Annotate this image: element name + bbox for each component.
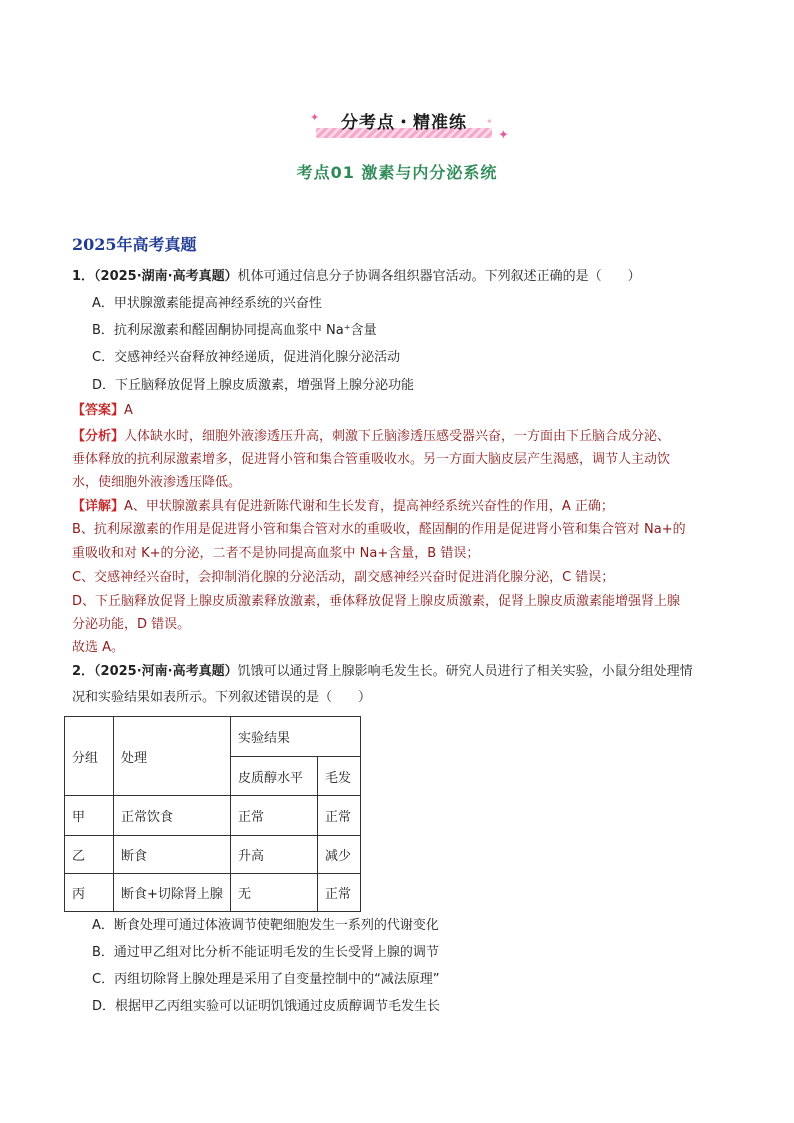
q1-option-a: A．甲状腺激素能提高神经系统的兴奋性 xyxy=(92,296,322,311)
question-number: 2． xyxy=(72,664,95,679)
table-header-group: 分组 xyxy=(65,717,114,796)
question-2-stem xyxy=(72,663,693,681)
question-1-stem xyxy=(72,268,641,286)
sparkle-icon: ✦ xyxy=(498,128,509,143)
table-cell: 正常 xyxy=(231,796,318,836)
banner-title: 分考点・精准练 xyxy=(341,113,467,133)
analysis-tag: 【分析】 xyxy=(72,429,125,444)
table-header-treatment: 处理 xyxy=(114,717,231,796)
table-cell: 丙 xyxy=(65,874,114,912)
q1-detail-line: D、下丘脑释放促肾上腺皮质激素释放激素，垂体释放促肾上腺皮质激素，促肾上腺皮质激素能增强肾上腺 xyxy=(72,594,681,609)
question-source: （2025·湖南·高考真题） xyxy=(94,269,238,284)
q1-detail-line: C、交感神经兴奋时，会抑制消化腺的分泌活动，副交感神经兴奋时促进消化腺分泌，C 错误； xyxy=(72,570,615,585)
table-cell: 正常饮食 xyxy=(114,796,231,836)
topic-title: 考点01 激素与内分泌系统 xyxy=(296,163,498,182)
table-cell: 断食 xyxy=(114,836,231,874)
experiment-table xyxy=(64,716,361,912)
table-row xyxy=(65,874,361,912)
table-header-hair: 毛发 xyxy=(318,757,361,796)
q1-option-b: B．抗利尿激素和醛固酮协同提高血浆中 Na⁺含量 xyxy=(92,323,377,338)
q2-option-d: D．根据甲乙丙组实验可以证明饥饿通过皮质醇调节毛发生长 xyxy=(92,999,441,1014)
q1-analysis-line: 垂体释放的抗利尿激素增多，促进肾小管和集合管重吸收水。另一方面大脑皮层产生渴感，调节人主动饮 xyxy=(72,452,671,467)
detail-text: A、甲状腺激素具有促进新陈代谢和生长发育，提高神经系统兴奋性的作用，A 正确； xyxy=(124,499,614,514)
q1-analysis-line xyxy=(72,428,670,446)
q1-detail-line: B、抗利尿激素的作用是促进肾小管和集合管对水的重吸收，醛固酮的作用是促进肾小管和集合管对 Na+的 xyxy=(72,522,686,537)
sparkle-icon: ✦ xyxy=(310,111,320,124)
question-source: （2025·河南·高考真题） xyxy=(94,664,238,679)
q2-option-a: A．断食处理可通过体液调节使靶细胞发生一系列的代谢变化 xyxy=(92,918,439,933)
answer-value: A xyxy=(124,403,133,418)
detail-tag: 【详解】 xyxy=(72,499,125,514)
question-2-stem-cont: 况和实验结果如表所示。下列叙述错误的是（ ） xyxy=(72,690,372,705)
q1-analysis-line: 水，使细胞外液渗透压降低。 xyxy=(72,475,242,490)
table-cell: 正常 xyxy=(318,796,361,836)
q1-option-c: C．交感神经兴奋释放神经递质，促进消化腺分泌活动 xyxy=(92,350,401,365)
q2-option-c: C．丙组切除肾上腺处理是采用了自变量控制中的“减法原理” xyxy=(92,972,440,987)
table-cell: 减少 xyxy=(318,836,361,874)
q1-detail-line: 分泌功能，D 错误。 xyxy=(72,617,191,632)
q1-answer xyxy=(72,402,133,420)
table-cell: 乙 xyxy=(65,836,114,874)
table-header-result: 实验结果 xyxy=(231,717,361,757)
q1-detail-line: 故选 A。 xyxy=(72,640,125,655)
table-cell: 无 xyxy=(231,874,318,912)
table-row xyxy=(65,836,361,874)
analysis-text: 人体缺水时，细胞外液渗透压升高，刺激下丘脑渗透压感受器兴奋，一方面由下丘脑合成分泌、 xyxy=(124,429,671,444)
question-text: 机体可通过信息分子协调各组织器官活动。下列叙述正确的是（ ） xyxy=(237,269,641,284)
table-cell: 甲 xyxy=(65,796,114,836)
answer-tag: 【答案】 xyxy=(72,403,125,418)
section-heading: 2025年高考真题 xyxy=(72,235,197,254)
q1-detail-line: 重吸收和对 K+的分泌，二者不是协同提高血浆中 Na+含量，B 错误； xyxy=(72,546,480,561)
question-number: 1． xyxy=(72,269,95,284)
table-cell: 断食+切除肾上腺 xyxy=(114,874,231,912)
table-row xyxy=(65,796,361,836)
table-cell: 正常 xyxy=(318,874,361,912)
table-header-cortisol: 皮质醇水平 xyxy=(231,757,318,796)
sparkle-icon: ✦ xyxy=(486,117,493,126)
q2-option-b: B．通过甲乙组对比分析不能证明毛发的生长受肾上腺的调节 xyxy=(92,945,439,960)
q1-detail-line xyxy=(72,498,614,516)
question-text: 饥饿可以通过肾上腺影响毛发生长。研究人员进行了相关实验，小鼠分组处理情 xyxy=(237,664,693,679)
header-banner xyxy=(310,108,510,144)
table-cell: 升高 xyxy=(231,836,318,874)
q1-option-d: D．下丘脑释放促肾上腺皮质激素，增强肾上腺分泌功能 xyxy=(92,378,415,393)
